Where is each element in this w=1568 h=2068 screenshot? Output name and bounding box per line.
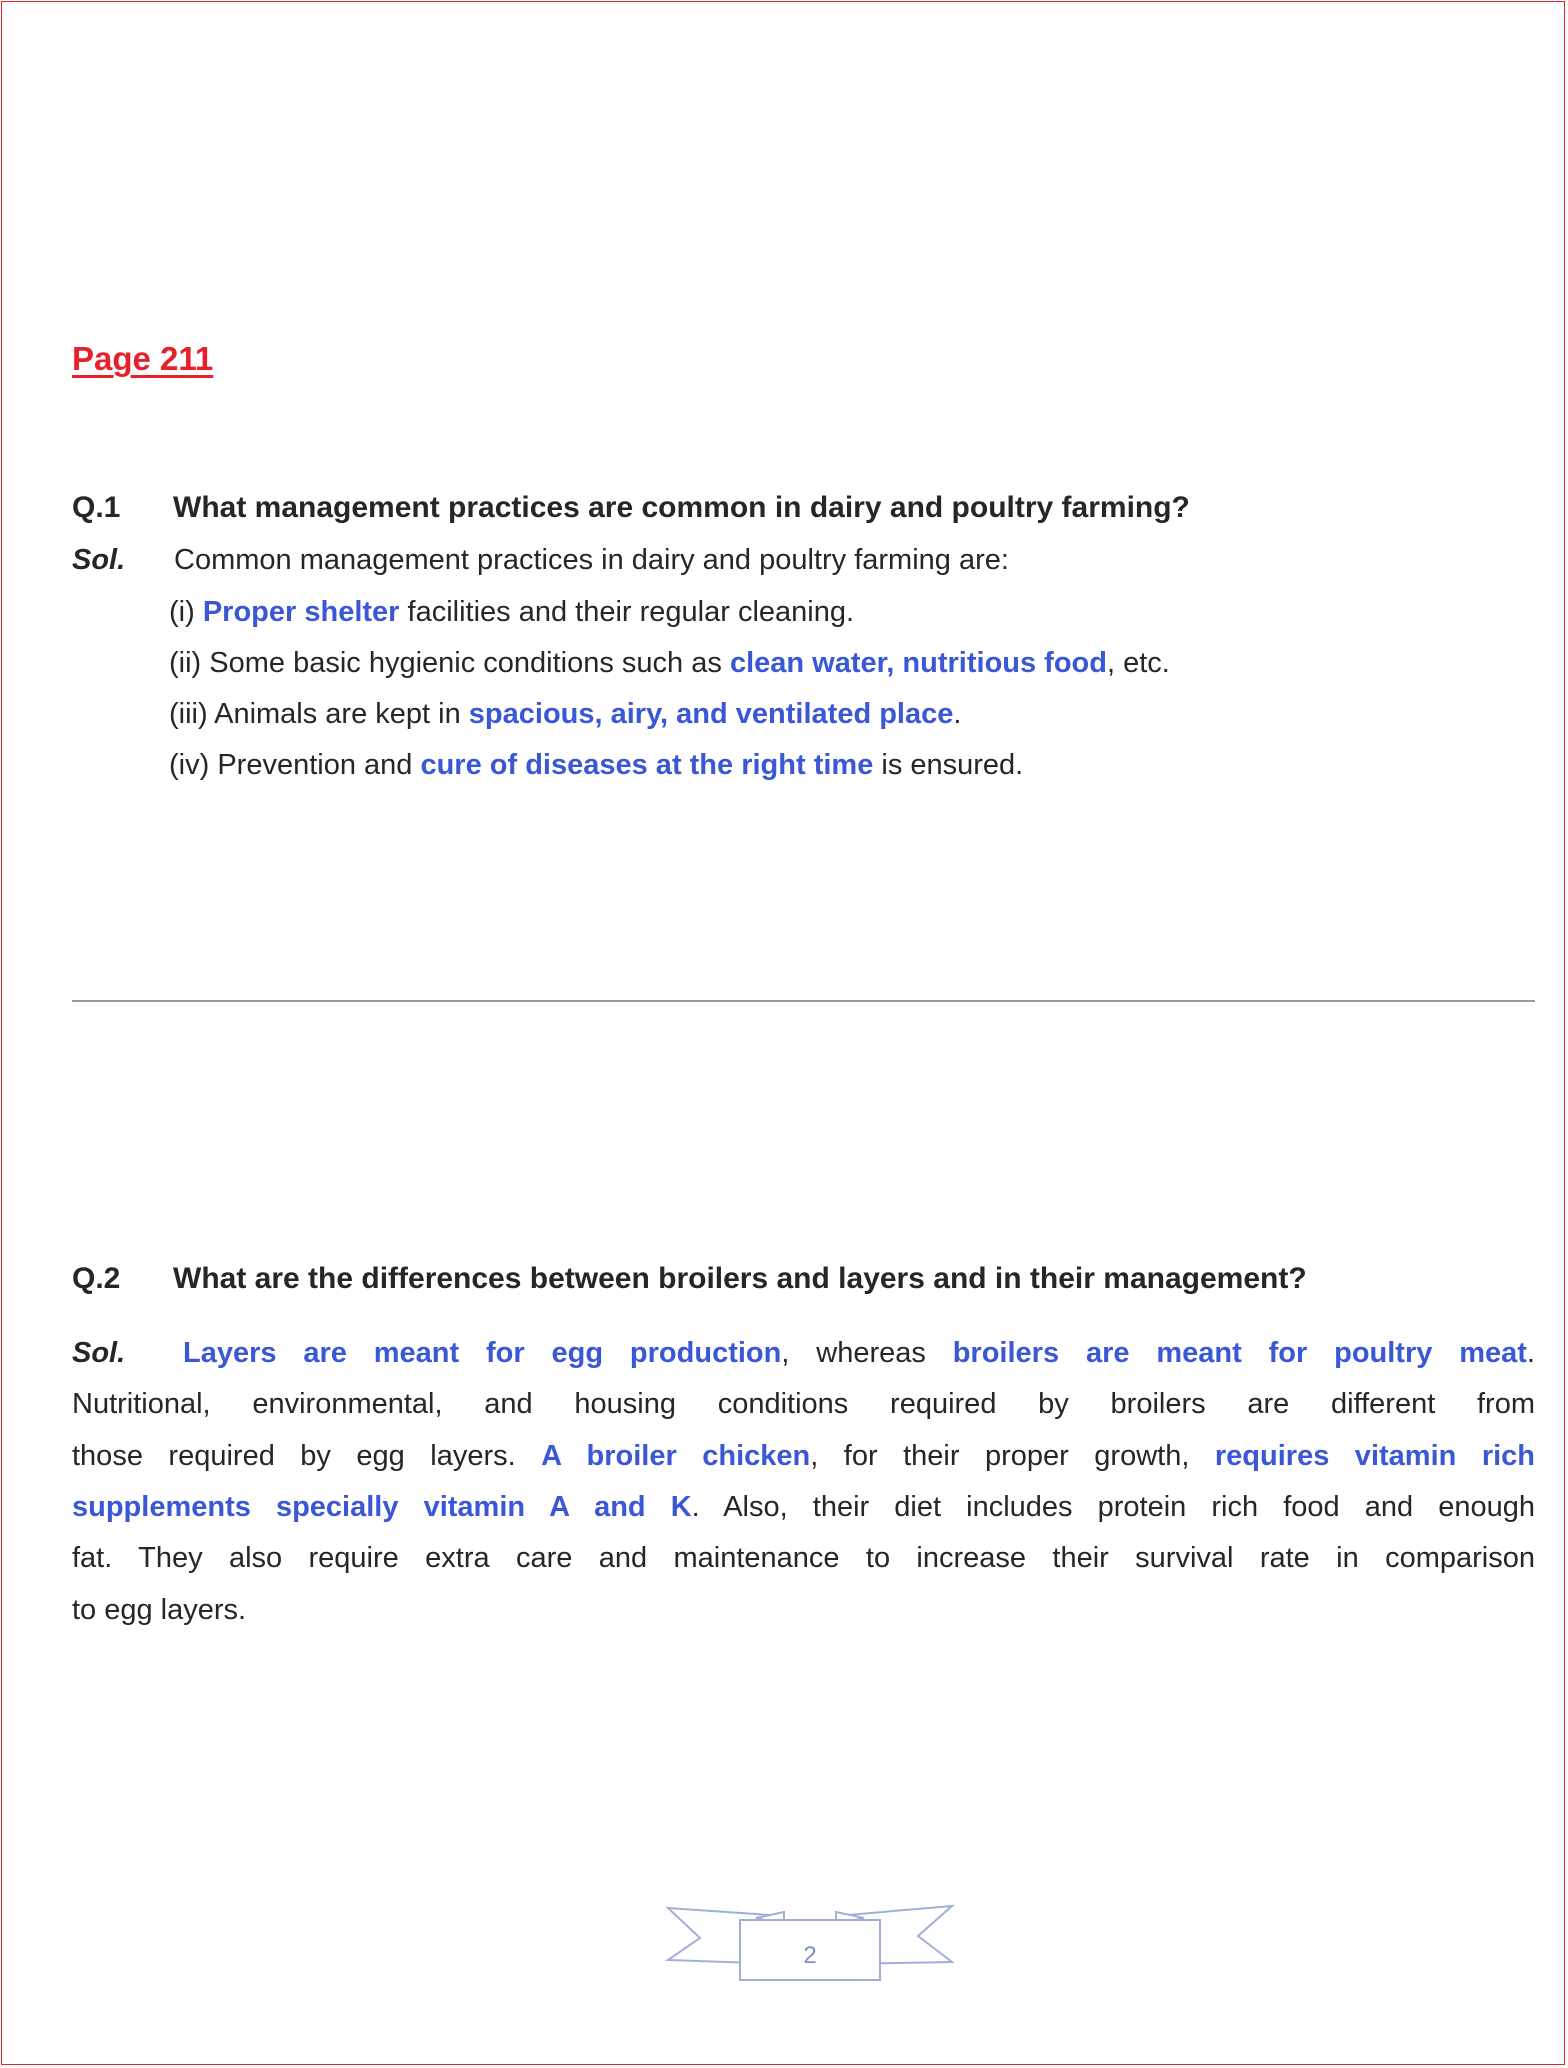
page-border (1, 1, 1565, 2065)
highlighted-text: Layers are meant for egg production (183, 1337, 782, 1369)
q1-sol-label: Sol. (72, 544, 126, 576)
q2-answer-line (72, 1386, 1535, 1422)
q1-list-item (169, 594, 854, 630)
q1-list-item (169, 747, 1023, 783)
q2-answer-line (183, 1335, 1535, 1371)
text-segment: fat. They also require extra care and maintenance to increase their survival rate in comparison (72, 1542, 1535, 1575)
highlighted-text: broilers are meant for poultry meat (952, 1337, 1527, 1369)
text-segment: (i) (169, 596, 203, 628)
q1-list-item (169, 645, 1170, 681)
text-segment: (iii) Animals are kept in (169, 698, 469, 730)
q1-list-item (169, 696, 961, 732)
q2-question: What are the differences between broilers and layers and in their management? (173, 1262, 1307, 1295)
highlighted-text: supplements specially vitamin A and K (72, 1490, 692, 1523)
text-segment: to egg layers. (72, 1593, 247, 1626)
q2-answer-line (72, 1592, 1535, 1628)
q2-label: Q.2 (72, 1262, 121, 1295)
text-segment: , etc. (1106, 647, 1170, 679)
text-segment: (iv) Prevention and (169, 749, 421, 781)
section-divider (72, 1000, 1535, 1002)
q2-answer-line (72, 1540, 1535, 1576)
text-segment: . (953, 698, 962, 730)
text-segment: . Also, their diet includes protein rich food and enough (691, 1490, 1535, 1523)
text-segment: facilities and their regular cleaning. (399, 596, 855, 628)
highlighted-text: A broiler chicken (541, 1439, 811, 1472)
text-segment: those required by egg layers. (72, 1439, 542, 1472)
text-segment: . (1526, 1337, 1535, 1369)
q2-sol-label: Sol. (72, 1337, 126, 1369)
text-segment: , for their proper growth, (810, 1439, 1215, 1472)
page-number: 2 (803, 1942, 817, 1969)
highlighted-text: cure of diseases at the right time (420, 749, 874, 781)
page-number-ribbon (664, 1902, 956, 1986)
q1-question: What management practices are common in dairy and poultry farming? (173, 491, 1190, 524)
highlighted-text: requires vitamin rich (1214, 1439, 1536, 1472)
q1-label: Q.1 (72, 491, 121, 524)
q2-answer-line (72, 1489, 1535, 1525)
highlighted-text: clean water, nutritious food (729, 647, 1107, 679)
text-segment: (ii) Some basic hygienic conditions such as (169, 647, 730, 679)
text-segment: , whereas (781, 1337, 953, 1369)
q2-answer-line (72, 1438, 1535, 1474)
highlighted-text: spacious, airy, and ventilated place (468, 698, 954, 730)
q1-intro: Common management practices in dairy and poultry farming are: (174, 544, 1009, 576)
text-segment: is ensured. (873, 749, 1024, 781)
highlighted-text: Proper shelter (202, 596, 400, 628)
page-reference-heading: Page 211 (72, 340, 214, 377)
text-segment: Nutritional, environmental, and housing conditions required by broilers are different from (72, 1388, 1535, 1421)
